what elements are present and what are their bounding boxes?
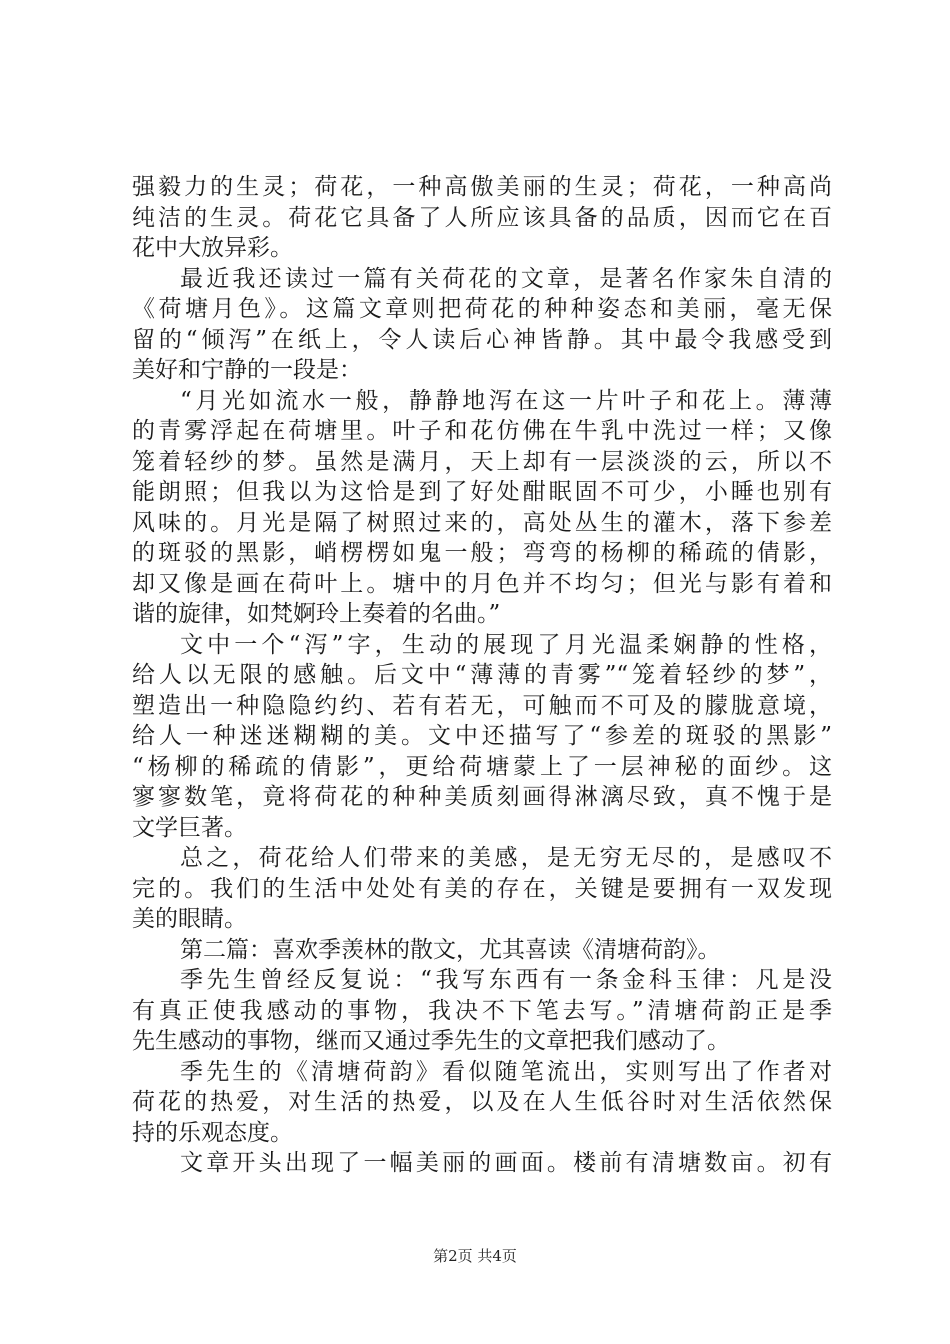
text-line: 的青雾浮起在荷塘里。叶子和花仿佛在牛乳中洗过一样；又像 bbox=[132, 418, 832, 444]
text-line: 却又像是画在荷叶上。塘中的月色并不均匀；但光与影有着和 bbox=[132, 570, 832, 597]
text-line: 第二篇：喜欢季羡林的散文，尤其喜读《清塘荷韵》。 bbox=[180, 936, 721, 963]
text-line: 季先生曾经反复说：“我写东西有一条金科玉律：凡是没 bbox=[180, 967, 832, 993]
text-line: 给人一种迷迷糊糊的美。文中还描写了“参差的斑驳的黑影” bbox=[132, 723, 832, 749]
text-line: 花中大放异彩。 bbox=[132, 235, 293, 261]
text-line: 季先生的《清塘荷韵》看似随笔流出，实则写出了作者对 bbox=[180, 1058, 832, 1085]
text-line: 能朗照；但我以为这恰是到了好处酣眠固不可少，小睡也别有 bbox=[132, 479, 832, 505]
text-line: 的斑驳的黑影，峭楞楞如鬼一般；弯弯的杨柳的稀疏的倩影， bbox=[132, 540, 832, 566]
text-line: 纯洁的生灵。荷花它具备了人所应该具备的品质，因而它在百 bbox=[132, 204, 832, 231]
text-line: 强毅力的生灵；荷花，一种高傲美丽的生灵；荷花，一种高尚 bbox=[132, 174, 832, 200]
text-line: 文中一个“泻”字，生动的展现了月光温柔娴静的性格， bbox=[180, 631, 832, 658]
text-line: 美好和宁静的一段是： bbox=[132, 357, 362, 383]
text-line: 笼着轻纱的梦。虽然是满月，天上却有一层淡淡的云，所以不 bbox=[132, 448, 832, 475]
text-line: 总之，荷花给人们带来的美感，是无穷无尽的，是感叹不 bbox=[180, 845, 832, 871]
page-footer: 第2页 共4页 bbox=[433, 1247, 517, 1265]
text-line: 文学巨著。 bbox=[132, 814, 247, 841]
text-line: 风味的。月光是隔了树照过来的，高处丛生的灌木，落下参差 bbox=[132, 509, 832, 536]
text-line: “杨柳的稀疏的倩影”，更给荷塘蒙上了一层神秘的面纱。这 bbox=[132, 753, 832, 780]
text-line: 先生感动的事物，继而又通过季先生的文章把我们感动了。 bbox=[132, 1028, 730, 1054]
text-line: 美的眼睛。 bbox=[132, 906, 247, 932]
text-line: 荷花的热爱，对生活的热爱，以及在人生低谷时对生活依然保 bbox=[132, 1089, 832, 1115]
text-line: 文章开头出现了一幅美丽的画面。楼前有清塘数亩。初有 bbox=[180, 1150, 832, 1176]
text-line: 塑造出一种隐隐约约、若有若无，可触而不可及的朦胧意境， bbox=[132, 692, 832, 719]
text-line: 寥寥数笔，竟将荷花的种种美质刻画得淋漓尽致，真不愧于是 bbox=[132, 784, 832, 810]
text-line: 完的。我们的生活中处处有美的存在，关键是要拥有一双发现 bbox=[132, 875, 832, 902]
text-line: 最近我还读过一篇有关荷花的文章，是著名作家朱自清的 bbox=[180, 265, 832, 292]
text-line: “月光如流水一般，静静地泻在这一片叶子和花上。薄薄 bbox=[180, 387, 832, 414]
text-line: 《荷塘月色》。这篇文章则把荷花的种种姿态和美丽，毫无保 bbox=[132, 296, 832, 322]
text-line: 给人以无限的感触。后文中“薄薄的青雾”“笼着轻纱的梦”， bbox=[132, 662, 832, 688]
text-line: 谐的旋律，如梵婀玲上奏着的名曲。” bbox=[132, 601, 501, 627]
text-line: 有真正使我感动的事物，我决不下笔去写。”清塘荷韵正是季 bbox=[132, 997, 832, 1024]
text-line: 留的“倾泻”在纸上，令人读后心神皆静。其中最令我感受到 bbox=[132, 326, 832, 353]
text-line: 持的乐观态度。 bbox=[132, 1119, 293, 1146]
body-text bbox=[132, 172, 832, 1179]
